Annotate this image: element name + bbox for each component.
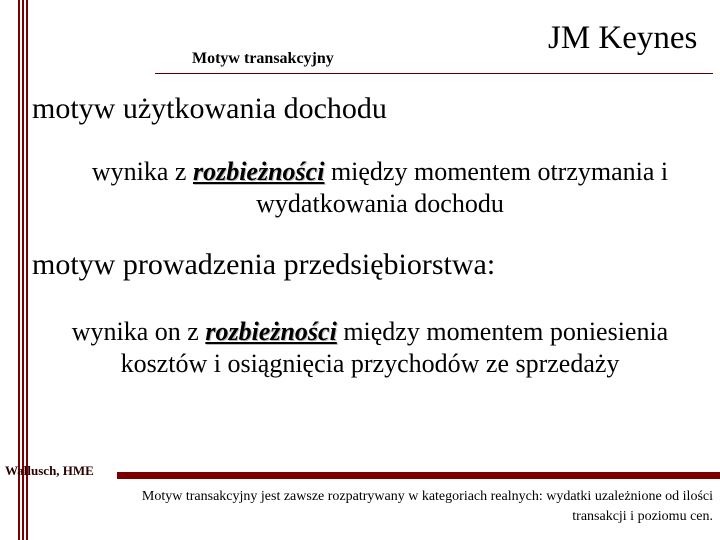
motive-description-income xyxy=(60,156,700,220)
motive-description-business xyxy=(30,316,710,380)
left-border-line-3 xyxy=(26,0,28,540)
motive-text-after: między momentem otrzymania i wydatkowania dochodu xyxy=(256,157,669,218)
motive-text-before: wynika z xyxy=(91,157,193,186)
motive-heading-income: motyw użytkowania dochodu xyxy=(32,92,387,125)
motive-text-after: między momentem poniesienia kosztów i osiągnięcia przychodów ze sprzedaży xyxy=(120,317,669,378)
motive-text-before: wynika on z xyxy=(71,317,206,346)
footnote: Motyw transakcyjny jest zawsze rozpatrywany w kategoriach realnych: wydatki uzależnione od ilości transakcji i poziomu cen. xyxy=(141,489,713,524)
left-border-line-2 xyxy=(22,0,24,540)
motive-heading-business: motyw prowadzenia przedsiębiorstwa: xyxy=(32,248,496,281)
slide-subtitle: Motyw transakcyjny xyxy=(192,50,334,67)
footer-bar xyxy=(117,472,720,479)
author-title: JM Keynes xyxy=(548,20,698,56)
emphasis-discrepancy: rozbieżności xyxy=(205,317,337,346)
left-border-line-1 xyxy=(18,0,20,540)
header-divider xyxy=(155,73,713,74)
emphasis-discrepancy: rozbieżności xyxy=(192,157,325,186)
source-label: Wallusch, HME xyxy=(5,463,94,478)
